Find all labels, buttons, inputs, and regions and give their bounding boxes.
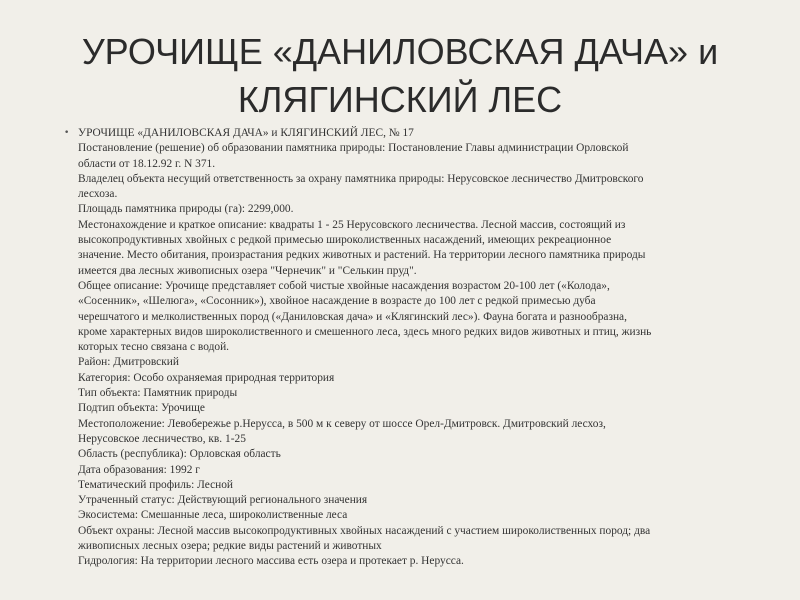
body-line: Экосистема: Смешанные леса, широколиственные леса <box>78 509 348 522</box>
body-line: которых тесно связана с водой. <box>78 341 230 354</box>
body-line: кроме характерных видов широколиственного и смешенного леса, здесь много редких видов животных и птиц, жизнь <box>78 325 652 338</box>
body-line: Местонахождение и краткое описание: квадраты 1 - 25 Нерусовского лесничества. Лесной массив, состоящий из <box>78 218 626 231</box>
body-line: черешчатого и мелколиственных пород («Даниловская дача» и «Клягинский лес»). Фауна богата и разнообразна, <box>78 310 627 323</box>
body-line: Подтип объекта: Урочище <box>78 402 205 415</box>
bullet-item <box>64 126 754 570</box>
body-line: Утраченный статус: Действующий регионального значения <box>78 494 368 507</box>
bullet-icon: • <box>64 128 70 138</box>
body-text <box>78 126 754 570</box>
body-line: Область (республика): Орловская область <box>78 448 281 461</box>
slide-body <box>64 126 754 570</box>
body-line: Категория: Особо охраняемая природная территория <box>78 371 335 384</box>
body-line: Объект охраны: Лесной массив высокопродуктивных хвойных насаждений с участием широколиственных пород; два <box>78 524 651 537</box>
body-line: Тематический профиль: Лесной <box>78 478 234 491</box>
body-line: Общее описание: Урочище представляет собой чистые хвойные насаждения возрастом 20-100 лет («Колода», <box>78 279 610 292</box>
title-line-1: УРОЧИЩЕ «ДАНИЛОВСКАЯ ДАЧА» и <box>81 31 719 72</box>
body-line: Гидрология: На территории лесного массива есть озера и протекает р. Нерусса. <box>78 555 464 568</box>
body-line: высокопродуктивных хвойных с редкой примесью широколиственных насаждений, имеющих рекреационное <box>78 234 612 247</box>
body-line: Площадь памятника природы (га): 2299,000. <box>78 203 294 216</box>
body-line: УРОЧИЩЕ «ДАНИЛОВСКАЯ ДАЧА» и КЛЯГИНСКИЙ ЛЕС, № 17 <box>78 127 414 139</box>
body-line: живописных лесных озера; редкие виды растений и животных <box>78 540 382 553</box>
title-line-2: КЛЯГИНСКИЙ ЛЕС <box>237 79 563 120</box>
body-line: Местоположение: Левобережье р.Нерусса, в 500 м к северу от шоссе Орел-Дмитровск. Дмитровский лесхоз, <box>78 417 606 430</box>
body-line: имеется два лесных живописных озера "Чернечик" и "Селькин пруд". <box>78 264 417 277</box>
body-line: значение. Место обитания, произрастания редких животных и растений. На территории лесного памятника природы <box>78 249 646 262</box>
body-line: лесхоза. <box>78 188 118 201</box>
body-line: Тип объекта: Памятник природы <box>78 387 238 400</box>
body-line: Постановление (решение) об образовании памятника природы: Постановление Главы администрации Орловской <box>78 142 629 155</box>
slide-title <box>20 28 780 124</box>
body-line: Дата образования: 1992 г <box>78 463 200 476</box>
body-line: Район: Дмитровский <box>78 356 179 369</box>
body-line: «Сосенник», «Шелюга», «Сосонник»), хвойное насаждение в возрасте до 100 лет с редкой примесью дуба <box>78 295 596 308</box>
body-line: Владелец объекта несущий ответственность за охрану памятника природы: Нерусовское лесничество Дмитровского <box>78 172 644 185</box>
body-line: Нерусовское лесничество, кв. 1-25 <box>78 432 246 445</box>
body-line: области от 18.12.92 г. N 371. <box>78 157 216 170</box>
